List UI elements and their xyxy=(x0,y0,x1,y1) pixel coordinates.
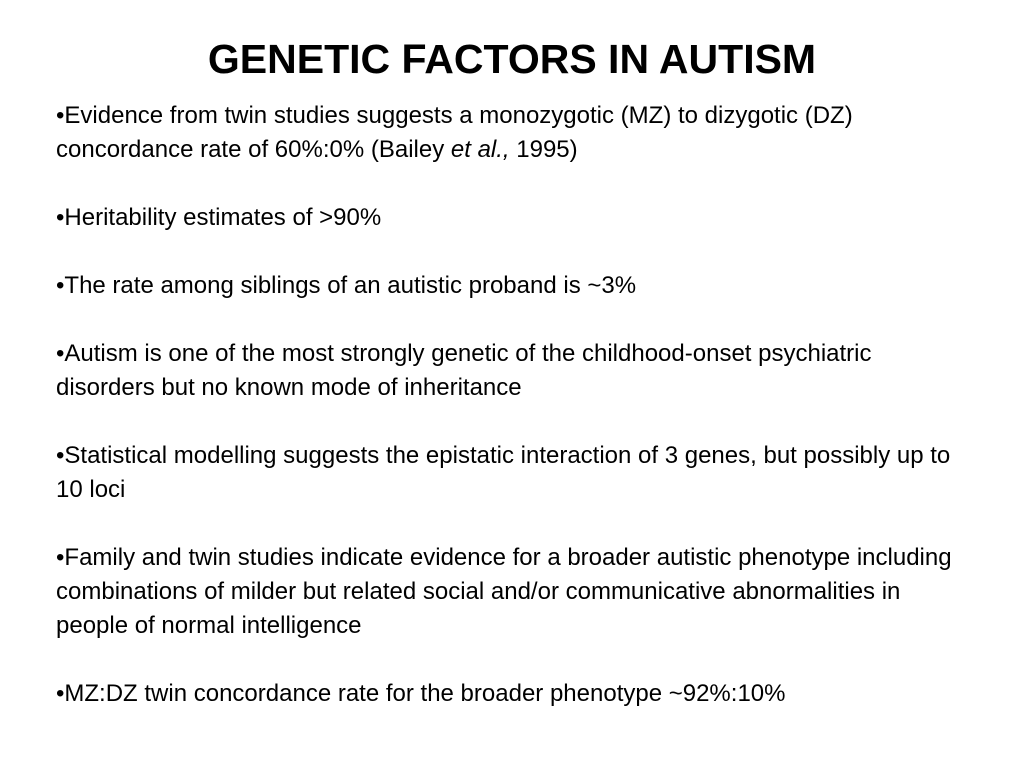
bullet-marker: • xyxy=(56,102,65,129)
bullet-text: MZ:DZ twin concordance rate for the broader phenotype ~92%:10% xyxy=(64,680,786,707)
bullet-broader-phenotype xyxy=(56,541,976,643)
citation-italic: et al., xyxy=(450,136,510,163)
bullet-marker: • xyxy=(56,442,65,469)
bullet-marker: • xyxy=(56,544,65,571)
bullet-marker: • xyxy=(56,680,65,707)
bullet-twin-studies xyxy=(56,99,976,167)
bullet-marker: • xyxy=(56,272,65,299)
bullet-marker: • xyxy=(56,204,65,231)
bullet-text: Statistical modelling suggests the epistatic interaction of 3 genes, but possibly up to 10 loci xyxy=(56,442,951,503)
slide-title: GENETIC FACTORS IN AUTISM xyxy=(207,36,817,82)
bullet-text: Autism is one of the most strongly genetic of the childhood-onset psychiatric disorders but no known mode of inheritance xyxy=(56,340,872,401)
bullet-heritability xyxy=(56,201,976,235)
bullet-list xyxy=(56,99,976,711)
bullet-concordance-broader xyxy=(56,677,976,711)
bullet-text: Evidence from twin studies suggests a monozygotic (MZ) to dizygotic (DZ) concordance rate of 60%:0% (Bailey xyxy=(56,102,853,163)
bullet-text-end: 1995) xyxy=(509,136,578,163)
bullet-text: The rate among siblings of an autistic proband is ~3% xyxy=(64,272,637,299)
bullet-strongly-genetic xyxy=(56,337,976,405)
bullet-text: Heritability estimates of >90% xyxy=(64,204,382,231)
bullet-statistical-modelling xyxy=(56,439,976,507)
bullet-sibling-rate xyxy=(56,269,976,303)
bullet-text: Family and twin studies indicate evidence for a broader autistic phenotype including combinations of milder but related social and/or communicative abnormalities in people of normal intelligence xyxy=(56,544,952,639)
bullet-marker: • xyxy=(56,340,65,367)
